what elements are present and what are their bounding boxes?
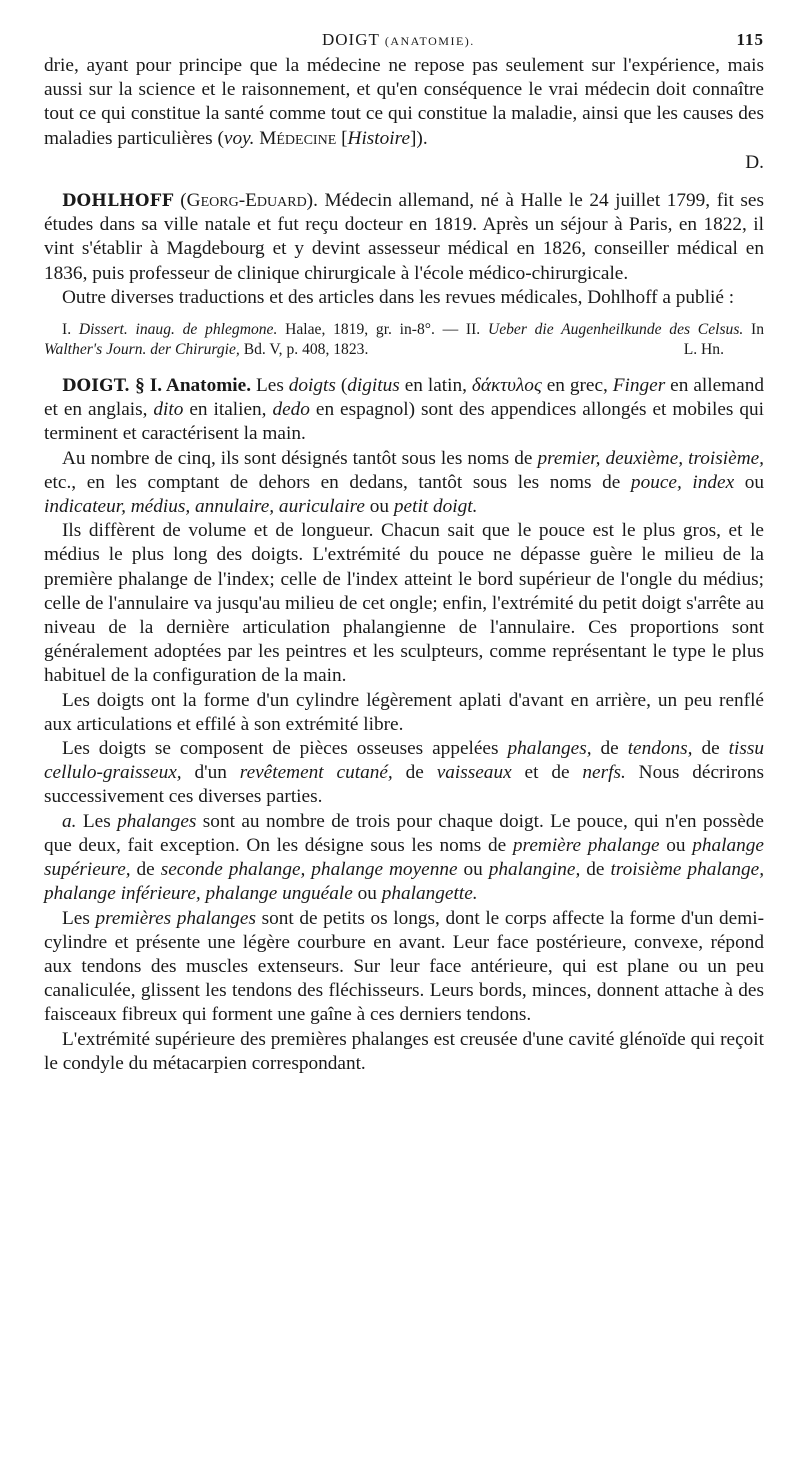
bibliography-entry: I. Dissert. inaug. de phlegmone. Halae, 1819, gr. in-8°. — II. Ueber die Augenheilkunde des Celsus. In Walther's Journ. der Chirurgie, Bd. V, p. 408, 1823. L. Hn. [44,321,764,359]
author-signature: L. Hn. [683,341,724,359]
entry-headword: DOIGT. [62,376,131,396]
paragraph: a. Les phalanges sont au nombre de trois pour chaque doigt. Le pouce, qui n'en possède que deux, fait exception. On les désigne sous les noms de première phalange ou phalange supérieure, de seconde phalange, phalange moyenne ou phalangine, de troisième phalange, phalange inférieure, phalange unguéale ou phalangette. [44,810,765,905]
paragraph: Au nombre de cinq, ils sont désignés tantôt sous les noms de premier, deuxième, troisième, etc., en les comptant de dehors en dedans, tantôt sous les noms de pouce, index ou indicateur, médius, annulaire, auriculaire ou petit doigt. [44,447,764,518]
section-label: § I. Anatomie. [130,375,252,397]
paragraph: Les doigts se composent de pièces osseuses appelées phalanges, de tendons, de tissu cellulo-graisseux, d'un revêtement cutané, de vaisseaux et de nerfs. Nous décrirons successivement ces diverses parties. [44,738,765,808]
entry-headword: DOHLHOFF [62,191,174,211]
paragraph: Les doigts ont la forme d'un cylindre légèrement aplati d'avant en arrière, un peu renflé aux articulations et effilé à son extrémité libre. [44,689,764,735]
running-title: DOIGT (ANATOMIE). [322,30,475,49]
running-head [44,30,764,54]
paragraph: Les premières phalanges sont de petits os longs, dont le corps affecte la forme d'un demi-cylindre et présente une légère courbure en avant. Leur face postérieure, convexe, répond aux tendons des muscles extenseurs. Sur leur face antérieure, qui est plane ou un peu canaliculée, glissent les tendons des fléchisseurs. Leurs bords, minces, donnent attache à des faisceaux fibreux qui forment une gaîne à ces derniers tendons. [44,907,765,1026]
author-signature: D. [745,151,764,173]
paragraph: L'extrémité supérieure des premières phalanges est creusée d'une cavité glénoïde qui reçoit le condyle du métacarpien correspondant. [44,1028,764,1074]
article-body [44,54,764,1076]
book-page [44,30,764,1076]
page-number: 115 [736,30,764,49]
entry-doigt: DOIGT. § I. Anatomie. Les doigts (digitus en latin, δάκτυλος en grec, Finger en allemand et en anglais, dito en italien, dedo en espagnol) sont des appendices allongés et mobiles qui terminent et caractérisent la main. [44,375,765,445]
bibliography [44,320,764,360]
paragraph: Ils diffèrent de volume et de longueur. Chacun sait que le pouce est le plus gros, et le médius le plus long des doigts. L'extrémité du pouce ne dépasse guère le milieu de la première phalange de l'index; celle de l'index atteint le bord supérieur de l'ongle du médius; celle de l'annulaire va jusqu'au milieu de cet ongle; enfin, l'extrémité du petit doigt s'arrête au niveau de la dernière articulation phalangienne de l'annulaire. Ces proportions sont généralement adoptées par les peintres et les sculpteurs, comme représentant le type le plus habituel de la configuration de la main. [44,520,764,687]
paragraph: Outre diverses traductions et des articles dans les revues médicales, Dohlhoff a publié : [62,286,735,308]
paragraph-continuation: drie, ayant pour principe que la médecine ne repose pas seulement sur l'expérience, mais aussi sur la science et le raisonnement, et qu'en conséquence le vrai médecin doit connaître tout ce qui constitue la santé comme tout ce qui constitue la maladie, ainsi que les causes des maladies particulières (voy. Médecine [Histoire]). [44,55,764,149]
entry-dohlhoff: DOHLHOFF (Georg-Eduard). Médecin allemand, né à Halle le 24 juillet 1799, fit ses études dans sa ville natale et fut reçu docteur en 1819. Après un séjour à Paris, en 1822, il vint s'établir à Magdebourg et y devint assesseur médical en 1826, conseiller médical en 1836, puis professeur de clinique chirurgicale à l'école médico-chirurgicale. [44,190,764,284]
